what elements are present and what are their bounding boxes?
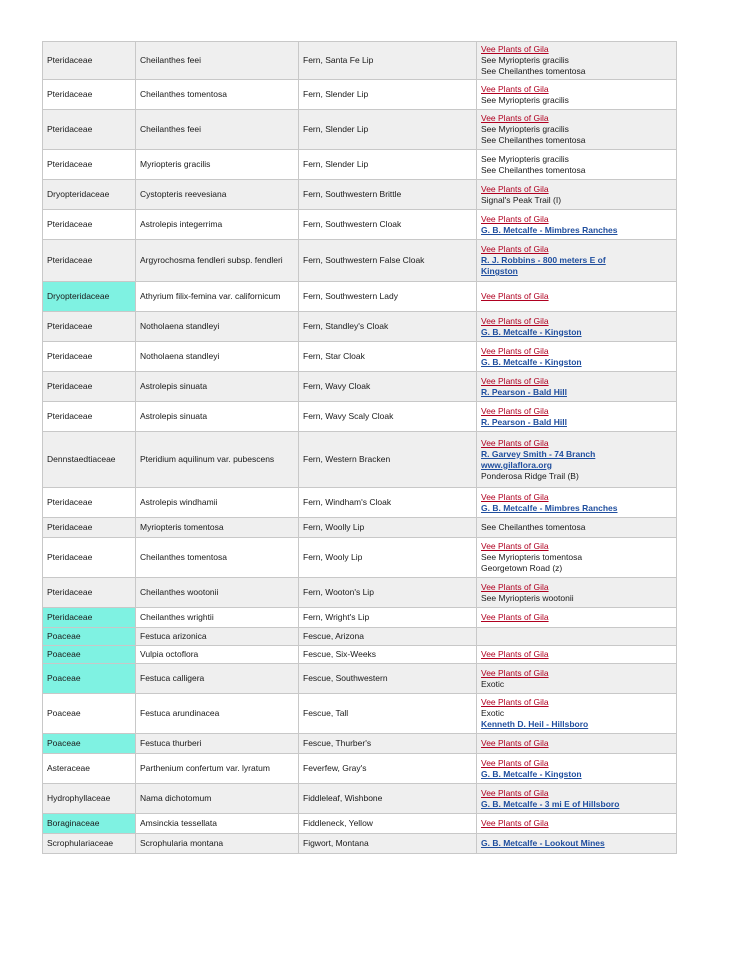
table-row bbox=[43, 312, 677, 342]
common-name-cell: Fern, Southwestern Brittle bbox=[299, 180, 477, 210]
table-row bbox=[43, 210, 677, 240]
table-row bbox=[43, 834, 677, 854]
family-cell: Pteridaceae bbox=[43, 312, 136, 342]
common-name-cell: Fern, Windham's Cloak bbox=[299, 488, 477, 518]
common-name-cell: Fescue, Tall bbox=[299, 694, 477, 734]
note-link[interactable]: G. B. Metcalfe - Kingston bbox=[481, 768, 582, 779]
family-cell: Asteraceae bbox=[43, 754, 136, 784]
table-row bbox=[43, 402, 677, 432]
note-link[interactable]: G. B. Metcalfe - Mimbres Ranches bbox=[481, 502, 618, 513]
note-link[interactable]: Vee Plants of Gila bbox=[481, 244, 549, 254]
common-name-cell: Fern, Slender Lip bbox=[299, 110, 477, 150]
notes-cell bbox=[477, 734, 677, 754]
species-cell: Amsinckia tessellata bbox=[136, 814, 299, 834]
species-cell: Cheilanthes tomentosa bbox=[136, 538, 299, 578]
note-link[interactable]: Vee Plants of Gila bbox=[481, 757, 549, 768]
species-cell: Cheilanthes wrightii bbox=[136, 608, 299, 628]
note-link[interactable]: R. Pearson - Bald Hill bbox=[481, 416, 567, 427]
family-cell: Pteridaceae bbox=[43, 342, 136, 372]
species-cell: Parthenium confertum var. lyratum bbox=[136, 754, 299, 784]
common-name-cell: Fern, Wooton's Lip bbox=[299, 578, 477, 608]
common-name-cell: Fern, Western Bracken bbox=[299, 432, 477, 488]
family-cell: Pteridaceae bbox=[43, 240, 136, 282]
common-name-cell: Fern, Santa Fe Lip bbox=[299, 42, 477, 80]
note-text: See Myriopteris tomentosa bbox=[481, 552, 583, 562]
species-cell: Astrolepis integerrima bbox=[136, 210, 299, 240]
notes-cell bbox=[477, 342, 677, 372]
table-row bbox=[43, 42, 677, 80]
species-cell: Cheilanthes wootonii bbox=[136, 578, 299, 608]
family-cell: Pteridaceae bbox=[43, 372, 136, 402]
species-cell: Scrophularia montana bbox=[136, 834, 299, 854]
note-link[interactable]: Vee Plants of Gila bbox=[481, 738, 549, 748]
notes-cell bbox=[477, 538, 677, 578]
note-link[interactable]: Kenneth D. Heil - Hillsboro bbox=[481, 719, 589, 729]
note-text: See Myriopteris gracilis bbox=[481, 124, 569, 134]
species-cell: Vulpia octoflora bbox=[136, 646, 299, 664]
notes-cell bbox=[477, 150, 677, 180]
note-link[interactable]: G. B. Metcalfe - 3 mi E of Hillsboro bbox=[481, 798, 620, 809]
common-name-cell: Fern, Wavy Cloak bbox=[299, 372, 477, 402]
table-row bbox=[43, 814, 677, 834]
notes-cell bbox=[477, 664, 677, 694]
note-link[interactable]: G. B. Metcalfe - Kingston bbox=[481, 326, 582, 337]
notes-cell bbox=[477, 432, 677, 488]
species-cell: Astrolepis sinuata bbox=[136, 372, 299, 402]
family-cell: Pteridaceae bbox=[43, 110, 136, 150]
notes-cell bbox=[477, 80, 677, 110]
species-cell: Festuca arundinacea bbox=[136, 694, 299, 734]
note-text: See Cheilanthes tomentosa bbox=[481, 164, 586, 175]
common-name-cell: Fescue, Six-Weeks bbox=[299, 646, 477, 664]
note-text: Signal's Peak Trail (I) bbox=[481, 194, 562, 205]
common-name-cell: Fern, Star Cloak bbox=[299, 342, 477, 372]
species-cell: Cheilanthes feei bbox=[136, 42, 299, 80]
notes-cell bbox=[477, 372, 677, 402]
notes-cell bbox=[477, 694, 677, 734]
species-cell: Cystopteris reevesiana bbox=[136, 180, 299, 210]
notes-cell bbox=[477, 834, 677, 854]
family-cell: Hydrophyllaceae bbox=[43, 784, 136, 814]
species-cell: Astrolepis windhamii bbox=[136, 488, 299, 518]
table-row bbox=[43, 578, 677, 608]
note-link[interactable]: Vee Plants of Gila bbox=[481, 83, 549, 94]
note-text: See Myriopteris wootonii bbox=[481, 592, 574, 603]
notes-cell bbox=[477, 608, 677, 628]
note-text: Exotic bbox=[481, 708, 505, 718]
table-row bbox=[43, 80, 677, 110]
note-link[interactable]: Vee Plants of Gila bbox=[481, 649, 549, 659]
note-text: See Cheilanthes tomentosa bbox=[481, 66, 586, 76]
table-row bbox=[43, 628, 677, 646]
note-text: See Myriopteris gracilis bbox=[481, 55, 569, 65]
notes-cell bbox=[477, 42, 677, 80]
note-link[interactable]: G. B. Metcalfe - Lookout Mines bbox=[481, 838, 605, 848]
note-text: See Cheilanthes tomentosa bbox=[481, 135, 586, 145]
table-row bbox=[43, 488, 677, 518]
family-cell: Pteridaceae bbox=[43, 42, 136, 80]
common-name-cell: Fern, Woolly Lip bbox=[299, 518, 477, 538]
common-name-cell: Fescue, Thurber's bbox=[299, 734, 477, 754]
species-cell: Cheilanthes feei bbox=[136, 110, 299, 150]
table-row bbox=[43, 240, 677, 282]
notes-cell bbox=[477, 578, 677, 608]
table-row bbox=[43, 538, 677, 578]
species-cell: Pteridium aquilinum var. pubescens bbox=[136, 432, 299, 488]
note-link[interactable]: Vee Plants of Gila bbox=[481, 697, 549, 707]
note-link[interactable]: Vee Plants of Gila bbox=[481, 437, 549, 448]
family-cell: Poaceae bbox=[43, 646, 136, 664]
common-name-cell: Figwort, Montana bbox=[299, 834, 477, 854]
notes-cell bbox=[477, 784, 677, 814]
family-cell: Boraginaceae bbox=[43, 814, 136, 834]
note-link[interactable]: Vee Plants of Gila bbox=[481, 315, 549, 326]
notes-cell bbox=[477, 240, 677, 282]
note-text: See Myriopteris gracilis bbox=[481, 153, 569, 164]
note-link[interactable]: Vee Plants of Gila bbox=[481, 541, 549, 551]
species-cell: Myriopteris tomentosa bbox=[136, 518, 299, 538]
table-row bbox=[43, 432, 677, 488]
notes-cell bbox=[477, 110, 677, 150]
table-row bbox=[43, 180, 677, 210]
family-cell: Pteridaceae bbox=[43, 518, 136, 538]
note-text: Exotic bbox=[481, 678, 505, 689]
family-cell: Poaceae bbox=[43, 664, 136, 694]
family-cell: Pteridaceae bbox=[43, 150, 136, 180]
species-cell: Nama dichotomum bbox=[136, 784, 299, 814]
note-link[interactable]: R. Garvey Smith - 74 Branch bbox=[481, 448, 596, 459]
family-cell: Dennstaedtiaceae bbox=[43, 432, 136, 488]
note-link[interactable]: G. B. Metcalfe - Kingston bbox=[481, 356, 582, 367]
notes-cell bbox=[477, 754, 677, 784]
notes-cell bbox=[477, 312, 677, 342]
table-row bbox=[43, 282, 677, 312]
family-cell: Dryopteridaceae bbox=[43, 282, 136, 312]
note-link[interactable]: G. B. Metcalfe - Mimbres Ranches bbox=[481, 224, 618, 235]
common-name-cell: Fern, Wavy Scaly Cloak bbox=[299, 402, 477, 432]
family-cell: Pteridaceae bbox=[43, 608, 136, 628]
species-cell: Festuca thurberi bbox=[136, 734, 299, 754]
notes-cell bbox=[477, 282, 677, 312]
note-link[interactable]: R. J. Robbins - 800 meters E of bbox=[481, 255, 606, 265]
table-row bbox=[43, 694, 677, 734]
note-link[interactable]: Vee Plants of Gila bbox=[481, 291, 549, 301]
note-link[interactable]: Vee Plants of Gila bbox=[481, 581, 549, 592]
table-row bbox=[43, 754, 677, 784]
species-cell: Astrolepis sinuata bbox=[136, 402, 299, 432]
species-cell: Argyrochosma fendleri subsp. fendleri bbox=[136, 240, 299, 282]
notes-cell bbox=[477, 210, 677, 240]
family-cell: Scrophulariaceae bbox=[43, 834, 136, 854]
notes-cell bbox=[477, 488, 677, 518]
note-link[interactable]: R. Pearson - Bald Hill bbox=[481, 386, 567, 397]
note-link[interactable]: Vee Plants of Gila bbox=[481, 345, 549, 356]
species-cell: Athyrium filix-femina var. californicum bbox=[136, 282, 299, 312]
note-link[interactable]: Vee Plants of Gila bbox=[481, 818, 549, 828]
table-row bbox=[43, 784, 677, 814]
notes-cell bbox=[477, 518, 677, 538]
table-row bbox=[43, 110, 677, 150]
family-cell: Poaceae bbox=[43, 734, 136, 754]
common-name-cell: Fern, Slender Lip bbox=[299, 80, 477, 110]
table-row bbox=[43, 664, 677, 694]
common-name-cell: Fescue, Southwestern bbox=[299, 664, 477, 694]
common-name-cell: Feverfew, Gray's bbox=[299, 754, 477, 784]
note-link[interactable]: Vee Plants of Gila bbox=[481, 213, 549, 224]
family-cell: Pteridaceae bbox=[43, 578, 136, 608]
common-name-cell: Fiddleleaf, Wishbone bbox=[299, 784, 477, 814]
notes-cell bbox=[477, 180, 677, 210]
common-name-cell: Fern, Wooly Lip bbox=[299, 538, 477, 578]
common-name-cell: Fern, Standley's Cloak bbox=[299, 312, 477, 342]
notes-cell bbox=[477, 628, 677, 646]
note-text: Ponderosa Ridge Trail (B) bbox=[481, 470, 579, 481]
note-link[interactable]: www.gilaflora.org bbox=[481, 459, 552, 470]
common-name-cell: Fiddleneck, Yellow bbox=[299, 814, 477, 834]
notes-cell bbox=[477, 814, 677, 834]
family-cell: Pteridaceae bbox=[43, 210, 136, 240]
note-link[interactable]: Vee Plants of Gila bbox=[481, 667, 549, 678]
note-link[interactable]: Kingston bbox=[481, 266, 518, 276]
table-row bbox=[43, 518, 677, 538]
note-link[interactable]: Vee Plants of Gila bbox=[481, 44, 549, 54]
note-link[interactable]: Vee Plants of Gila bbox=[481, 612, 549, 622]
notes-cell bbox=[477, 402, 677, 432]
note-link[interactable]: Vee Plants of Gila bbox=[481, 375, 549, 386]
common-name-cell: Fern, Southwestern False Cloak bbox=[299, 240, 477, 282]
species-cell: Cheilanthes tomentosa bbox=[136, 80, 299, 110]
common-name-cell: Fescue, Arizona bbox=[299, 628, 477, 646]
family-cell: Pteridaceae bbox=[43, 538, 136, 578]
table-row bbox=[43, 372, 677, 402]
note-text: See Myriopteris gracilis bbox=[481, 94, 569, 105]
table-row bbox=[43, 608, 677, 628]
common-name-cell: Fern, Southwestern Cloak bbox=[299, 210, 477, 240]
common-name-cell: Fern, Southwestern Lady bbox=[299, 282, 477, 312]
table-row bbox=[43, 646, 677, 664]
family-cell: Poaceae bbox=[43, 628, 136, 646]
note-link[interactable]: Vee Plants of Gila bbox=[481, 183, 549, 194]
notes-cell bbox=[477, 646, 677, 664]
common-name-cell: Fern, Wright's Lip bbox=[299, 608, 477, 628]
note-link[interactable]: Vee Plants of Gila bbox=[481, 113, 549, 123]
note-link[interactable]: Vee Plants of Gila bbox=[481, 787, 549, 798]
family-cell: Pteridaceae bbox=[43, 488, 136, 518]
table-row bbox=[43, 150, 677, 180]
note-link[interactable]: Vee Plants of Gila bbox=[481, 491, 549, 502]
species-cell: Festuca arizonica bbox=[136, 628, 299, 646]
note-link[interactable]: Vee Plants of Gila bbox=[481, 405, 549, 416]
family-cell: Pteridaceae bbox=[43, 80, 136, 110]
table-row bbox=[43, 342, 677, 372]
family-cell: Pteridaceae bbox=[43, 402, 136, 432]
common-name-cell: Fern, Slender Lip bbox=[299, 150, 477, 180]
note-text: Georgetown Road (z) bbox=[481, 563, 563, 573]
species-cell: Myriopteris gracilis bbox=[136, 150, 299, 180]
family-cell: Dryopteridaceae bbox=[43, 180, 136, 210]
species-cell: Notholaena standleyi bbox=[136, 312, 299, 342]
table-row bbox=[43, 734, 677, 754]
species-cell: Notholaena standleyi bbox=[136, 342, 299, 372]
note-text: See Cheilanthes tomentosa bbox=[481, 522, 586, 532]
family-cell: Poaceae bbox=[43, 694, 136, 734]
species-cell: Festuca calligera bbox=[136, 664, 299, 694]
species-table bbox=[42, 41, 677, 854]
